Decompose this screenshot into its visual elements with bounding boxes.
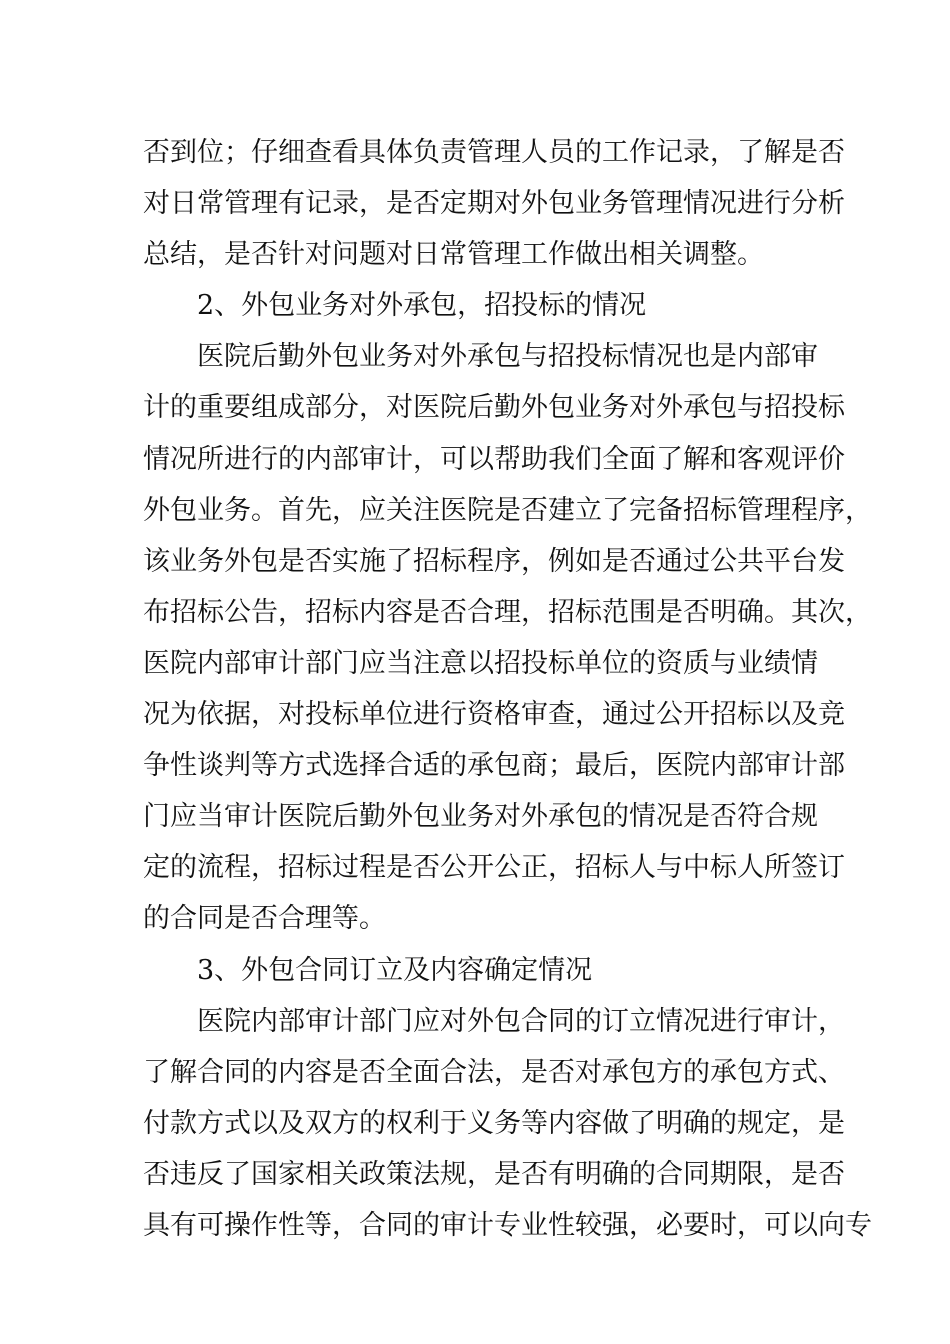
text-line: 计的重要组成部分，对医院后勤外包业务对外承包与招投标 (143, 392, 845, 424)
text-line: 布招标公告，招标内容是否合理，招标范围是否明确。其次， (143, 596, 872, 628)
text-line: 争性谈判等方式选择合适的承包商；最后，医院内部审计部 (143, 750, 845, 782)
section-heading: 2、外包业务对外承包，招投标的情况 (197, 290, 647, 322)
text-line: 医院内部审计部门应当注意以招投标单位的资质与业绩情 (143, 647, 818, 679)
text-line: 外包业务。首先，应关注医院是否建立了完备招标管理程序， (143, 494, 872, 526)
text-line: 总结，是否针对问题对日常管理工作做出相关调整。 (143, 239, 764, 271)
text-line: 医院内部审计部门应对外包合同的订立情况进行审计， (197, 1005, 845, 1037)
text-line: 对日常管理有记录，是否定期对外包业务管理情况进行分析 (143, 188, 845, 220)
text-line: 付款方式以及双方的权利于义务等内容做了明确的规定，是 (143, 1107, 845, 1139)
text-line: 否违反了国家相关政策法规，是否有明确的合同期限，是否 (143, 1158, 845, 1190)
text-line: 定的流程，招标过程是否公开公正，招标人与中标人所签订 (143, 852, 845, 884)
text-line: 了解合同的内容是否全面合法，是否对承包方的承包方式、 (143, 1056, 845, 1088)
text-line: 门应当审计医院后勤外包业务对外承包的情况是否符合规 (143, 801, 818, 833)
text-line: 医院后勤外包业务对外承包与招投标情况也是内部审 (197, 341, 818, 373)
text-line: 否到位；仔细查看具体负责管理人员的工作记录，了解是否 (143, 137, 845, 168)
text-line: 情况所进行的内部审计，可以帮助我们全面了解和客观评价 (143, 443, 845, 475)
text-line: 况为依据，对投标单位进行资格审查，通过公开招标以及竞 (143, 699, 845, 731)
text-line: 的合同是否合理等。 (143, 903, 386, 935)
section-heading: 3、外包合同订立及内容确定情况 (197, 954, 593, 986)
text-line: 具有可操作性等，合同的审计专业性较强，必要时，可以向专 (143, 1209, 872, 1241)
text-line: 该业务外包是否实施了招标程序，例如是否通过公共平台发 (143, 545, 845, 577)
body-text (143, 127, 872, 1251)
